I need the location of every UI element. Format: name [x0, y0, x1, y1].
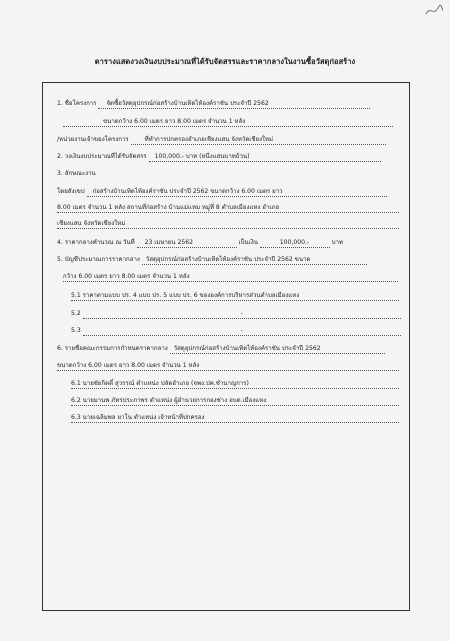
signature-mark: [424, 4, 444, 18]
committee-project: วัสดุอุปกรณ์ก่อสร้างบ้านเทิดไท้องค์ราชัน ประจำปี 2562: [173, 345, 321, 352]
item-1-label: 1. ชื่อโครงการ: [57, 100, 97, 107]
estimate-source-1: 5.1 ราคาตามแบบ ปร. 4 แบบ ปร. 5 แบบ ปร. 6 ขององค์การบริหารส่วนตำบลเมืองแหง: [71, 292, 300, 299]
content-box: [42, 82, 410, 611]
item-1-line-2: [63, 118, 409, 127]
amount-unit: บาท: [331, 239, 344, 246]
item-3-line-3: [57, 220, 409, 229]
item-1: [57, 100, 409, 109]
agency-value: ที่ทำการปกครองอำเภอเชียงแสน จังหวัดเชียงใหม่: [144, 136, 274, 143]
agency: [57, 136, 409, 145]
item-6-label: 6. รายชื่อคณะกรรมการกำหนดราคากลาง: [57, 345, 168, 352]
work-description-1: ก่อสร้างบ้านเทิดไท้องค์ราชัน ประจำปี 2562 ขนาดกว้าง 6.00 เมตร ยาว: [92, 188, 283, 195]
committee-member-1: 6.1 นายชัยกิตติ์ สุวรรณ์ ตำแหน่ง ปลัดอำเภอ (จพง.ปค.ชำนาญการ): [71, 380, 249, 387]
work-description-2: 8.00 เมตร จำนวน 1 หลัง สถานที่ก่อสร้าง บ้านแม่แหม หมู่ที่ 8 ตำบลเมืองแหง อำเภอ: [57, 204, 280, 211]
item-2-label: 2. วงเงินงบประมาณที่ได้รับจัดสรร: [57, 153, 147, 160]
item-5-line-2: [63, 273, 409, 282]
estimate-source-3: -: [240, 327, 243, 334]
item-6-3: [71, 414, 409, 423]
item-5-3-label: 5.3: [71, 327, 81, 334]
item-5-1: [71, 292, 409, 301]
item-4: [57, 239, 409, 248]
item-4-label: 4. ราคากลางคำนวณ ณ วันที่: [57, 239, 135, 246]
committee-member-2: 6.2 นายมานพ ภัทรประภาพร ตำแหน่ง ผู้อำนวยการกองช่าง อบต.เมืองแหง: [71, 397, 267, 404]
item-3-prefix: โดยสังเขป: [57, 188, 85, 195]
agency-label: /หน่วยงานเจ้าของโครงการ: [57, 136, 129, 143]
amount-value: 100,000.-: [279, 239, 310, 246]
item-5-label: 5. บัญชีประมาณการราคากลาง: [57, 256, 140, 263]
item-6-2: [71, 397, 409, 406]
project-size: ขนาดกว้าง 6.00 เมตร ยาว 8.00 เมตร จำนวน 1 หลัง: [103, 118, 246, 125]
estimate-size: กว้าง 6.00 เมตร ยาว 8.00 เมตร จำนวน 1 หลัง: [63, 273, 190, 280]
committee-member-3: 6.3 นายเฉลิมพล ยาโน ตำแหน่ง เจ้าหน้าที่ปกครอง: [71, 414, 205, 421]
amount-label: เป็นเงิน: [238, 239, 258, 246]
item-3-line-2: [57, 204, 409, 213]
page-title: ตารางแสดงวงเงินงบประมาณที่ได้รับจัดสรรและราคากลางในงานซื้อวัสดุก่อสร้าง: [94, 57, 356, 66]
item-5: [57, 256, 409, 265]
item-2: [57, 153, 409, 162]
project-name: จัดซื้อวัสดุอุปกรณ์ก่อสร้างบ้านเทิดไท้องค์ราชัน ประจำปี 2562: [106, 100, 269, 107]
item-6-line-2: [57, 362, 409, 371]
committee-size: ขนาดกว้าง 6.00 เมตร ยาว 8.00 เมตร จำนวน 1 หลัง: [57, 362, 200, 369]
item-6-1: [71, 380, 409, 389]
item-6: [57, 345, 409, 354]
estimate-source-2: -: [240, 310, 243, 317]
estimate-name: วัสดุอุปกรณ์ก่อสร้างบ้านเทิดไท้องค์ราชัน ประจำปี 2562 ขนาด: [145, 256, 311, 263]
item-3-line-1: [57, 188, 409, 197]
budget-value: 100,000.- บาท (หนึ่งแสนบาทถ้วน): [154, 153, 250, 160]
item-5-3: [71, 327, 409, 336]
work-description-3: เชียงแสน จังหวัดเชียงใหม่: [57, 220, 126, 227]
item-3-label: 3. ลักษณะงาน: [57, 170, 96, 177]
item-5-2-label: 5.2: [71, 310, 81, 317]
calc-date: 23 เมษายน 2562: [144, 239, 193, 246]
item-5-2: [71, 310, 409, 319]
